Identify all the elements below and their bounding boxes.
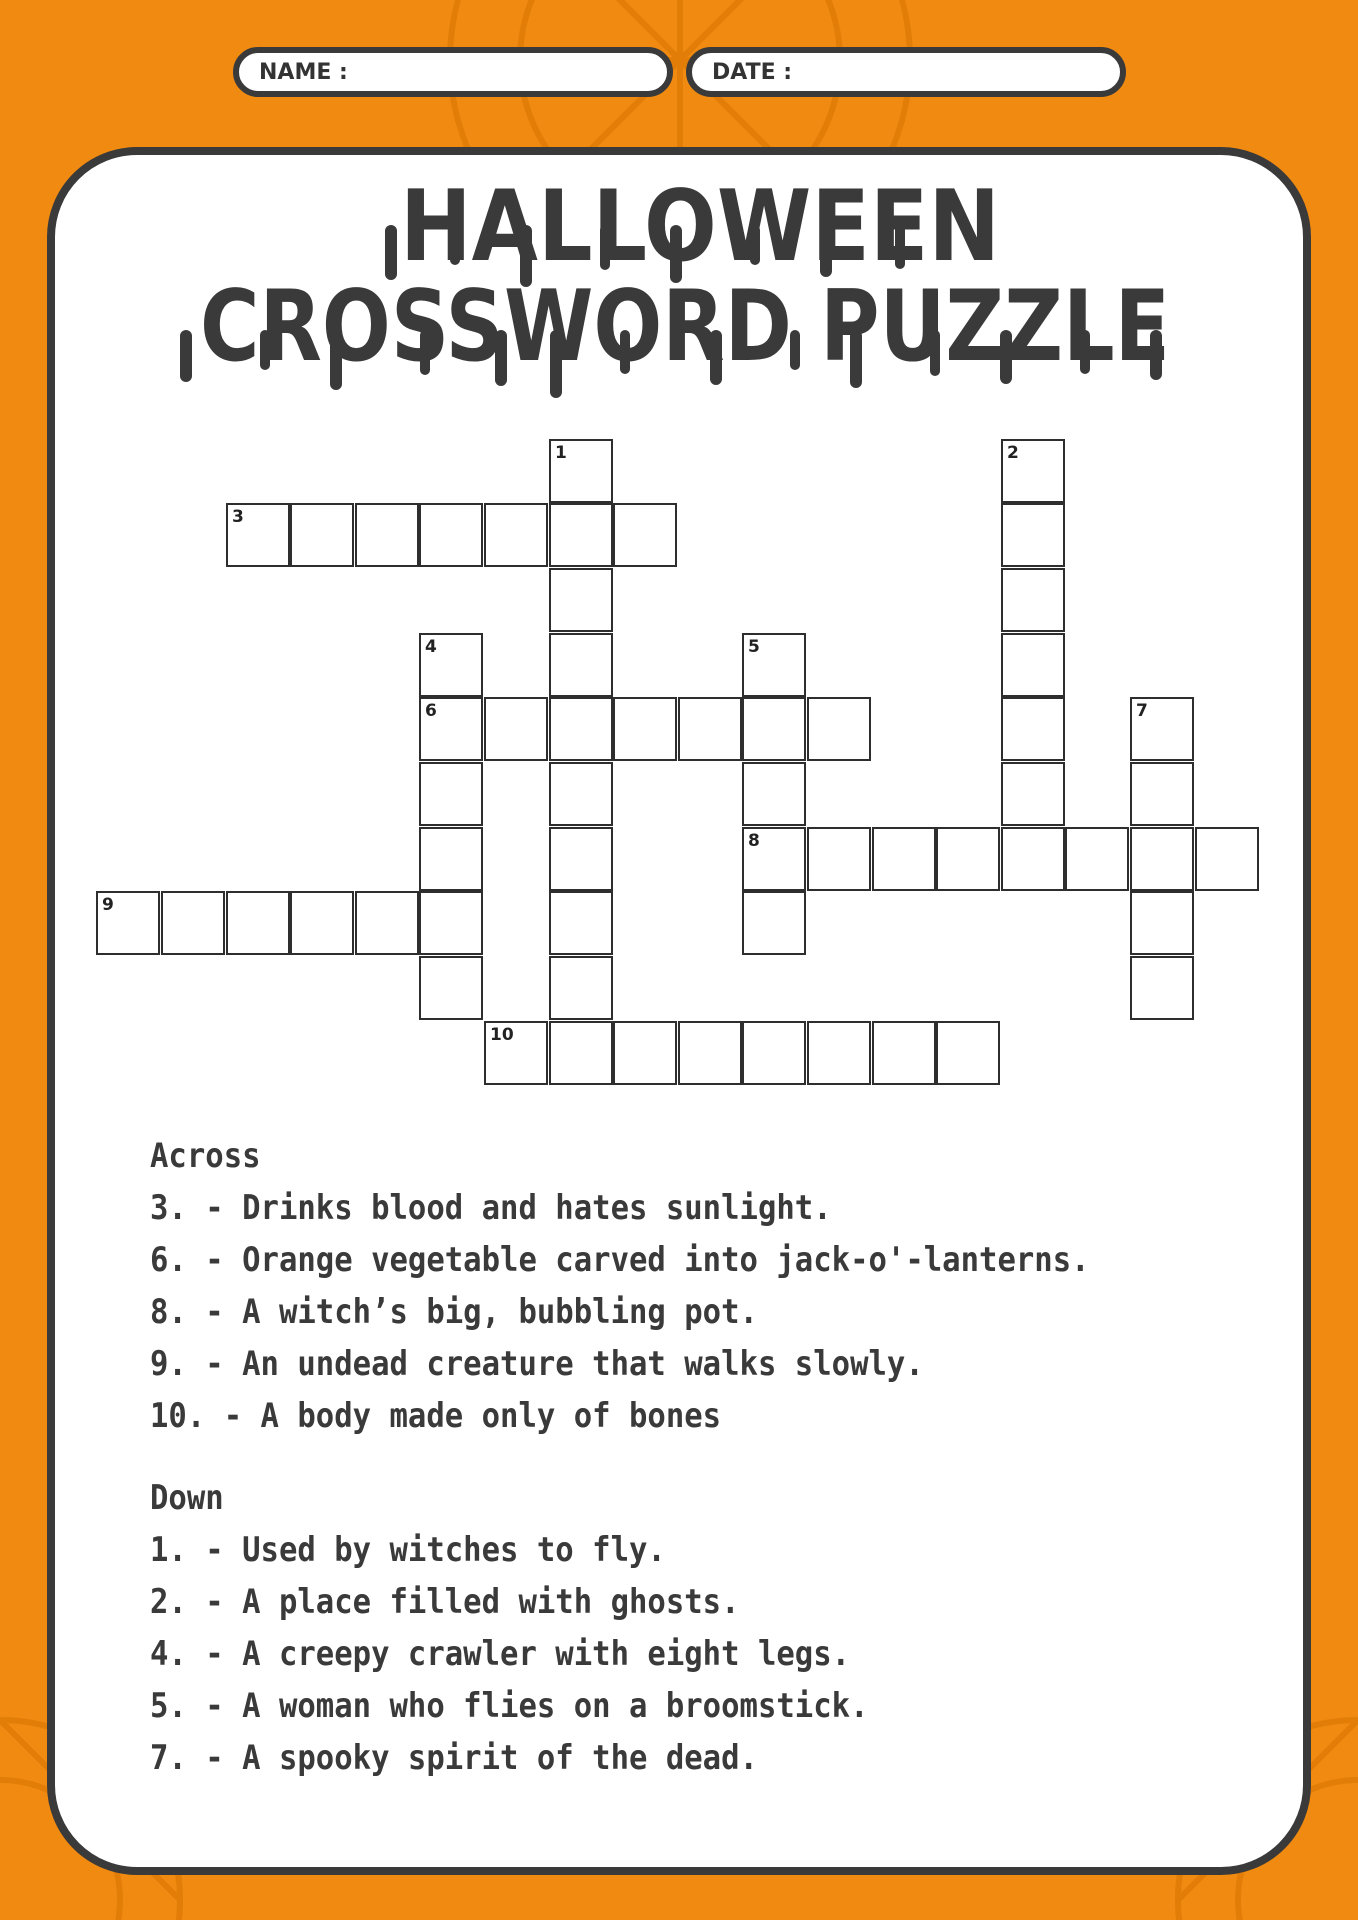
crossword-cell[interactable] xyxy=(290,891,354,955)
crossword-cell[interactable] xyxy=(807,1021,871,1085)
crossword-cell[interactable] xyxy=(549,503,613,567)
name-label: NAME : xyxy=(259,59,348,85)
crossword-cell[interactable] xyxy=(613,503,677,567)
clue-number: 8 xyxy=(748,831,760,851)
crossword-cell[interactable] xyxy=(1130,697,1194,761)
crossword-cell[interactable] xyxy=(419,503,483,567)
down-clue: 1. - Used by witches to fly. xyxy=(150,1530,666,1570)
crossword-cell[interactable] xyxy=(549,827,613,891)
crossword-cell[interactable] xyxy=(484,503,548,567)
crossword-cell[interactable] xyxy=(936,827,1000,891)
crossword-cell[interactable] xyxy=(678,1021,742,1085)
crossword-cell[interactable] xyxy=(419,762,483,826)
crossword-cell[interactable] xyxy=(549,956,613,1020)
crossword-cell[interactable] xyxy=(1130,956,1194,1020)
crossword-cell[interactable] xyxy=(678,697,742,761)
crossword-cell[interactable] xyxy=(742,762,806,826)
across-heading: Across xyxy=(150,1136,261,1176)
crossword-cell[interactable] xyxy=(1065,827,1129,891)
crossword-cell[interactable] xyxy=(419,891,483,955)
crossword-cell[interactable] xyxy=(355,891,419,955)
crossword-cell[interactable] xyxy=(419,697,483,761)
crossword-cell[interactable] xyxy=(742,827,806,891)
crossword-cell[interactable] xyxy=(549,697,613,761)
crossword-cell[interactable] xyxy=(613,697,677,761)
crossword-cell[interactable] xyxy=(742,633,806,697)
clue-number: 9 xyxy=(102,895,114,915)
crossword-cell[interactable] xyxy=(613,1021,677,1085)
across-clue: 10. - A body made only of bones xyxy=(150,1396,722,1436)
crossword-cell[interactable] xyxy=(1195,827,1259,891)
date-field[interactable] xyxy=(686,47,1126,97)
crossword-cell[interactable] xyxy=(549,1021,613,1085)
across-clue: 6. - Orange vegetable carved into jack-o'-lanterns. xyxy=(150,1240,1090,1280)
crossword-cell[interactable] xyxy=(1001,633,1065,697)
crossword-cell[interactable] xyxy=(290,503,354,567)
clue-number: 5 xyxy=(748,637,760,657)
crossword-cell[interactable] xyxy=(161,891,225,955)
crossword-cell[interactable] xyxy=(742,697,806,761)
clue-number: 4 xyxy=(425,637,437,657)
crossword-cell[interactable] xyxy=(742,1021,806,1085)
clue-number: 2 xyxy=(1007,443,1019,463)
crossword-cell[interactable] xyxy=(1001,503,1065,567)
clue-number: 10 xyxy=(490,1025,514,1045)
across-clue: 3. - Drinks blood and hates sunlight. xyxy=(150,1188,832,1228)
crossword-cell[interactable] xyxy=(96,891,160,955)
crossword-cell[interactable] xyxy=(807,697,871,761)
clue-number: 1 xyxy=(555,443,567,463)
down-clue: 5. - A woman who flies on a broomstick. xyxy=(150,1686,869,1726)
crossword-cell[interactable] xyxy=(1130,827,1194,891)
crossword-cell[interactable] xyxy=(1130,762,1194,826)
down-clue: 7. - A spooky spirit of the dead. xyxy=(150,1738,758,1778)
down-heading: Down xyxy=(150,1478,224,1518)
clue-number: 3 xyxy=(232,507,244,527)
clue-number: 7 xyxy=(1136,701,1148,721)
crossword-cell[interactable] xyxy=(549,568,613,632)
crossword-cell[interactable] xyxy=(1001,439,1065,503)
name-field[interactable] xyxy=(233,47,673,97)
crossword-cell[interactable] xyxy=(419,956,483,1020)
crossword-cell[interactable] xyxy=(1001,568,1065,632)
crossword-cell[interactable] xyxy=(549,762,613,826)
crossword-cell[interactable] xyxy=(872,1021,936,1085)
crossword-cell[interactable] xyxy=(484,697,548,761)
crossword-cell[interactable] xyxy=(484,1021,548,1085)
title-line-2: CROSSWORD PUZZLE xyxy=(200,270,1170,384)
crossword-cell[interactable] xyxy=(1130,891,1194,955)
page-title xyxy=(150,165,1210,400)
clue-number: 6 xyxy=(425,701,437,721)
crossword-cell[interactable] xyxy=(419,633,483,697)
crossword-cell[interactable] xyxy=(936,1021,1000,1085)
crossword-cell[interactable] xyxy=(742,891,806,955)
clue-list xyxy=(150,1130,1090,1784)
across-clue: 8. - A witch’s big, bubbling pot. xyxy=(150,1292,758,1332)
date-label: DATE : xyxy=(712,59,793,85)
crossword-cell[interactable] xyxy=(872,827,936,891)
crossword-cell[interactable] xyxy=(1001,697,1065,761)
crossword-cell[interactable] xyxy=(1001,827,1065,891)
crossword-cell[interactable] xyxy=(419,827,483,891)
title-line-1: HALLOWEEN xyxy=(400,170,1000,284)
down-clue: 4. - A creepy crawler with eight legs. xyxy=(150,1634,851,1674)
crossword-cell[interactable] xyxy=(549,633,613,697)
crossword-cell[interactable] xyxy=(807,827,871,891)
across-clue: 9. - An undead creature that walks slowly. xyxy=(150,1344,924,1384)
crossword-cell[interactable] xyxy=(549,439,613,503)
crossword-cell[interactable] xyxy=(355,503,419,567)
crossword-cell[interactable] xyxy=(226,891,290,955)
crossword-cell[interactable] xyxy=(1001,762,1065,826)
down-clue: 2. - A place filled with ghosts. xyxy=(150,1582,740,1622)
crossword-cell[interactable] xyxy=(226,503,290,567)
crossword-cell[interactable] xyxy=(549,891,613,955)
